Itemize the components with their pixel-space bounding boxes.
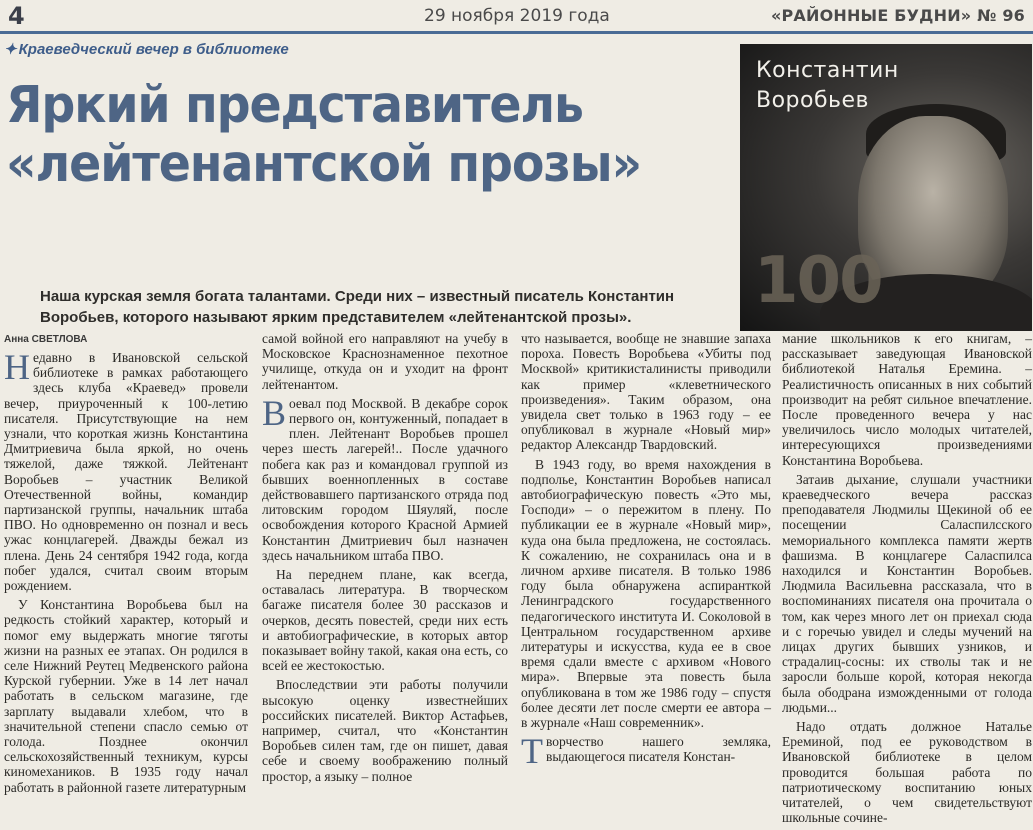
headline-line-2: «лейтенантской прозы» xyxy=(6,135,642,194)
drop-cap: Н xyxy=(4,347,30,387)
page-number: 4 xyxy=(8,2,25,30)
paragraph: На переднем плане, как всегда, оставалась литература. В творческом багаже писателя более 30 рассказов и очерков, десять повестей, среди них есть и автобиографические, в которых автор показывает войну такой, какая она есть, со всей ее жестокостью. xyxy=(262,567,508,674)
text-column-4 xyxy=(782,331,1032,830)
paragraph: Затаив дыхание, слушали участники краеведческого вечера рассказ преподавателя Людмилы Щекиной об ее посещении Саласпилсского мемориального комплекса памяти жертв фашизма. В концлагере Саласпилса находился и Константин Воробьев. Людмила Васильевна рассказала, что в воспоминаниях писателя она прочитала о том, как через много лет он приехал сюда и с горечью увидел и следы мучений на лицах других бывших узников, и страдалиц-сосны: их стволы так и не заросли больше корой, которая некогда была ободрана изможденными от голода людьми... xyxy=(782,471,1032,715)
paragraph: что называется, вообще не знавшие запаха пороха. Повесть Воробьева «Убиты под Москвой» критикисталинисты приводили как пример «клеветнического произведения». Таким образом, она увидела свет только в 1963 году – ее опубликовал в журнале «Новый мир» редактор Александр Твардовский. xyxy=(521,331,771,453)
paragraph: мание школьников к его книгам, – рассказывает заведующая Ивановской библиотекой Наталья Еремина. – Реалистичность описанных в них событий производит на ребят сильное впечатление. После проведенного вечера у нас увеличилось число молодых читателей, интересующихся произведениями Константина Воробьева. xyxy=(782,331,1032,468)
paragraph: Творчество нашего земляка, выдающегося писателя Констан- xyxy=(521,731,771,772)
paragraph: самой войной его направляют на учебу в Московское Краснознаменное пехотное училище, откуда он и уходит на фронт лейтенантом. xyxy=(262,331,508,392)
rubric-label: Краеведческий вечер в библиотеке xyxy=(18,41,289,58)
portrait-photo xyxy=(740,44,1032,331)
author-byline: Анна СВЕТЛОВА xyxy=(4,334,88,345)
newspaper-title: «РАЙОННЫЕ БУДНИ» № 96 xyxy=(770,6,1025,25)
issue-date: 29 ноября 2019 года xyxy=(424,6,610,26)
drop-cap: В xyxy=(262,392,287,433)
paragraph: Впоследствии эти работы получили высокую оценку известнейших российских писателей. Виктор Астафьев, например, считал, что «Константин Воробьев силен там, где он пишет, давая себе и своему воображению полный простор, а языку – полное xyxy=(262,677,508,784)
rubric-star-icon: ✦ xyxy=(4,41,17,58)
paragraph: Надо отдать должное Наталье Ереминой, под ее руководством в Ивановской библиотеке в целом проводится большая работа по патриотическому воспитанию юных читателей, о чем свидетельствуют школьные сочине- xyxy=(782,719,1032,826)
drop-cap: Т xyxy=(521,731,543,772)
portrait-caption xyxy=(756,56,899,116)
headline-line-1: Яркий представитель xyxy=(6,76,583,135)
page-header xyxy=(0,0,1033,34)
anniversary-mark: 100 xyxy=(754,244,882,318)
article-lead: Наша курская земля богата талантами. Среди них – известный писатель Константин Воробьев, которого называют ярким представителем «лейтенантской прозы». xyxy=(40,288,675,326)
portrait-last-name: Воробьев xyxy=(756,88,870,113)
portrait-first-name: Константин xyxy=(756,58,899,83)
rubric xyxy=(4,40,289,58)
header-rule xyxy=(0,31,1033,34)
article-headline xyxy=(6,76,685,194)
paragraph: Недавно в Ивановской сельской библиотеке в рамках работающего здесь клуба «Краевед» провели вечер, приуроченный к 100-летию писателя. Присутствующие на нем узнали, что короткая жизнь Константина Дмитриевича была яркой, но очень тяжелой, даже тяжкой. Лейтенант Воробьев – участник Великой Отечественной войны, командир партизанской группы, начальник штаба ПВО. Но одновременно он познал и весь ужас концлагерей. Дважды бежал из плена. День 24 сентября 1942 года, когда побег удался, считал своим вторым рождением. xyxy=(4,347,248,594)
paragraph: Воевал под Москвой. В декабре сорок первого он, контуженный, попадает в плен. Лейтенант Воробьев прошел через шесть лагерей!.. После удачного побега как раз и командовал группой из бывших военнопленных в составе действовавшего партизанского отряда под литовским городом Шяуляй, после освобождения которого Красной Армией Константин Дмитриевич был назначен здесь начальником штаба ПВО. xyxy=(262,392,508,563)
paragraph: В 1943 году, во время нахождения в подполье, Константин Воробьев написал автобиографическую повесть «Это мы, Господи» – о пережитом в плену. По публикации ее в журнале «Новый мир», куда она была предложена, не состоялась. К сожалению, не сохранилась она и в личном архиве писателя. В только 1986 году была обнаружена аспиранткой Ленинградского государственного педагогического института И. Соколовой в Центральном государственном архиве литературы и искусства, куда ее в свое время сдали вместе с архивом «Нового мира». Впервые эта повесть была опубликована в том же 1986 году – спустя более десяти лет после смерти ее автора – в журнале «Наш современник». xyxy=(521,456,771,731)
text-column-3 xyxy=(521,331,771,772)
text-column-2 xyxy=(262,331,508,788)
paragraph: У Константина Воробьева был на редкость стойкий характер, который и помог ему выдержать многие тяготы жизни на разных ее этапах. Он родился в селе Нижний Реутец Медвенского района Курской губернии. Уже в 14 лет начал работать в сельском магазине, где зарплату выдавали хлебом, что в значительной степени спасло семью от голода. Позднее окончил сельскохозяйственный техникум, курсы киномехаников. В 1935 году начал работать в районной газете литературным xyxy=(4,597,248,795)
text-column-1 xyxy=(4,347,248,799)
